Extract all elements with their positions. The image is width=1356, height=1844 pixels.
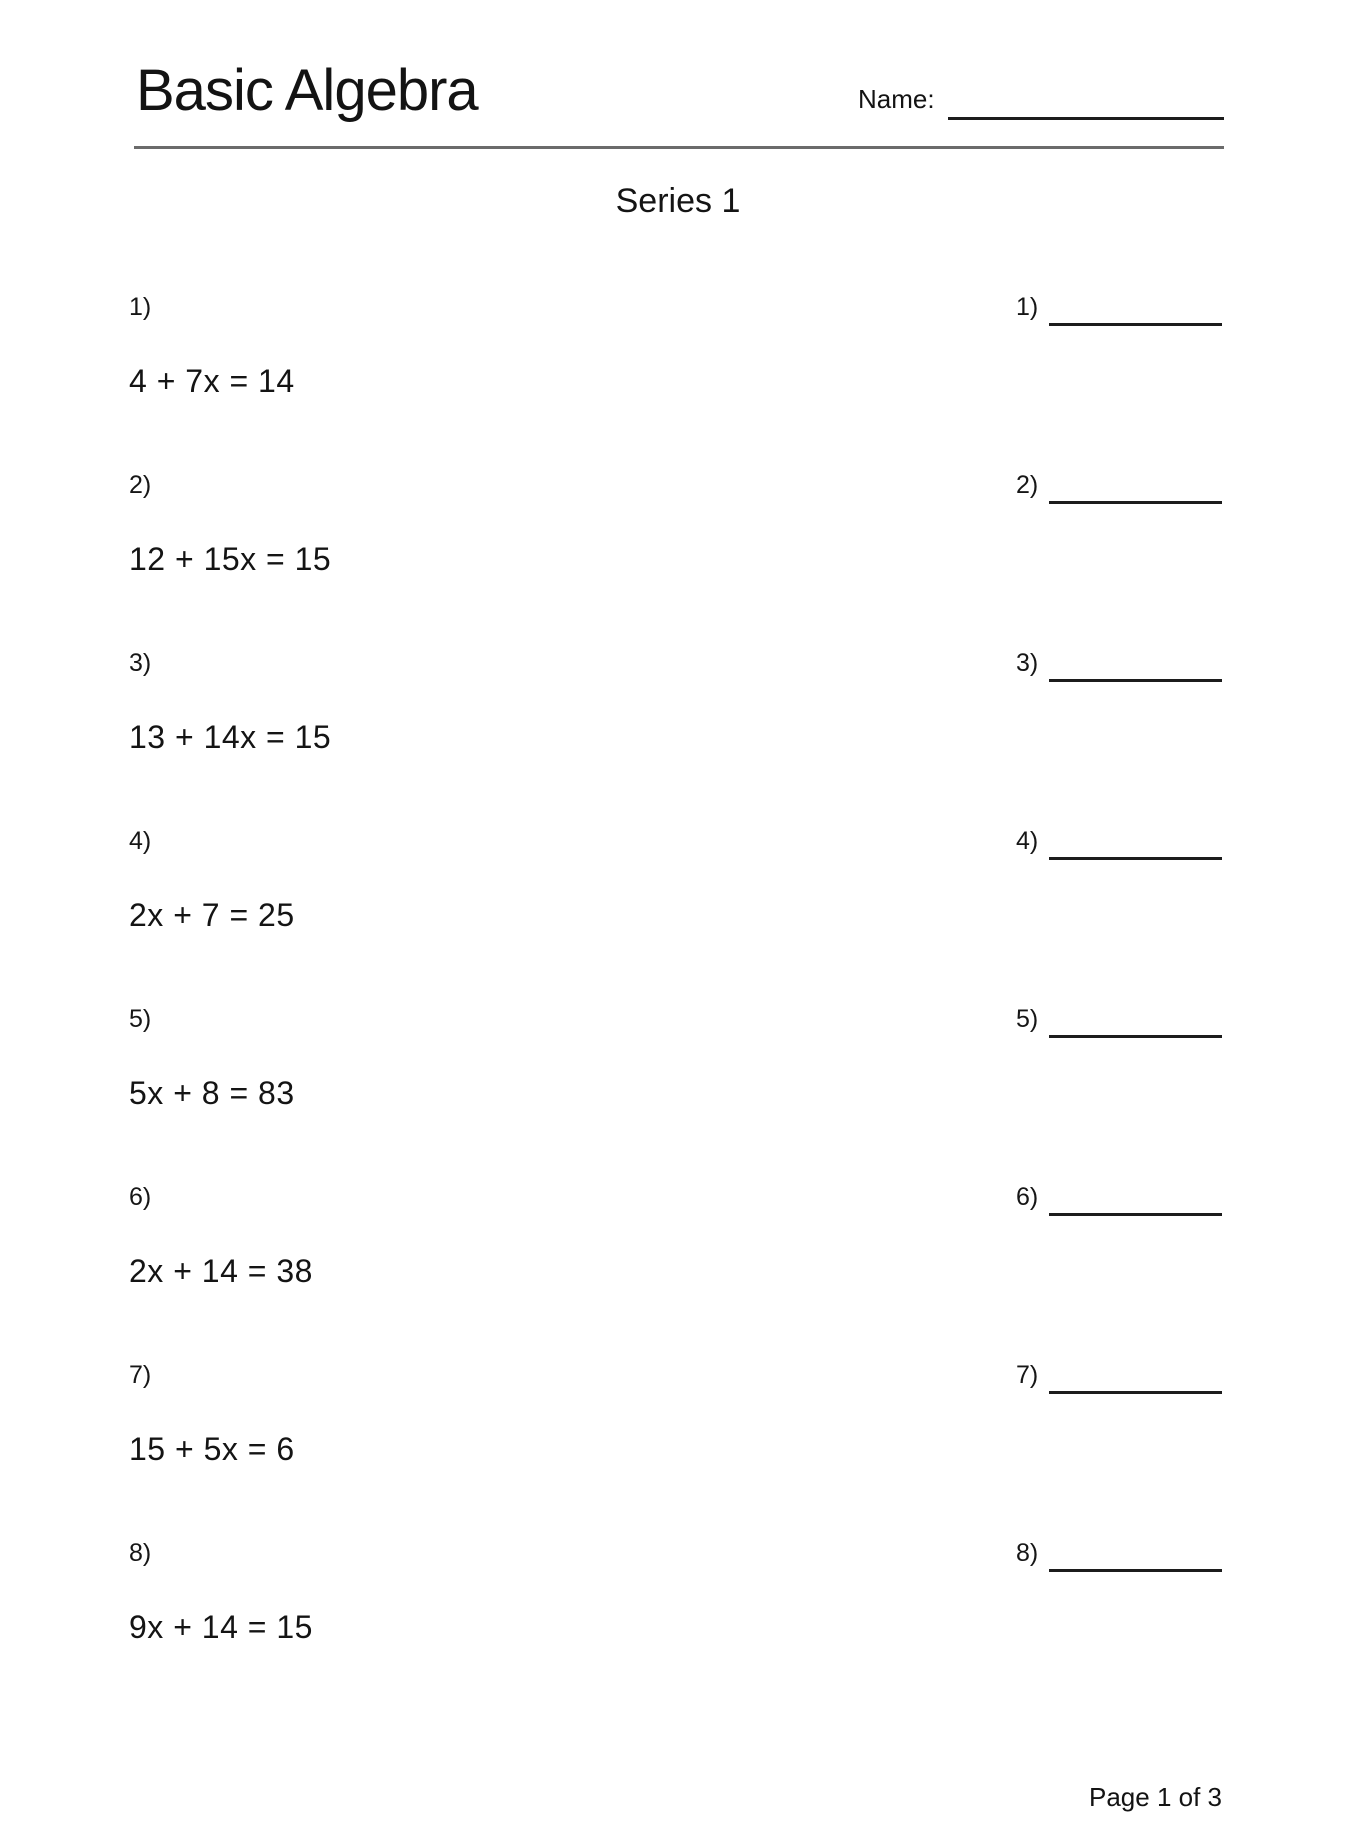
problem-row — [129, 828, 829, 1006]
problem-row — [129, 650, 829, 828]
answer-number: 7) — [1016, 1361, 1039, 1389]
answer-blank-line — [1049, 825, 1222, 860]
problem-number: 6) — [129, 1183, 152, 1211]
problem-equation: 5x + 8 = 83 — [129, 1074, 295, 1111]
answer-row — [1016, 472, 1236, 650]
problem-equation: 15 + 5x = 6 — [129, 1430, 295, 1467]
problem-equation: 13 + 14x = 15 — [129, 718, 332, 755]
answer-blank-line — [1049, 1537, 1222, 1572]
answer-number: 5) — [1016, 1005, 1039, 1033]
problem-row — [129, 294, 829, 472]
answer-row — [1016, 1362, 1236, 1540]
problem-number: 5) — [129, 1005, 152, 1033]
page-title: Basic Algebra — [136, 58, 478, 123]
problem-equation: 2x + 7 = 25 — [129, 896, 295, 933]
name-blank-line — [948, 82, 1224, 120]
problem-equation: 9x + 14 = 15 — [129, 1608, 313, 1645]
name-label: Name: — [858, 84, 935, 114]
answer-row — [1016, 294, 1236, 472]
problem-equation: 12 + 15x = 15 — [129, 540, 332, 577]
answer-row — [1016, 1184, 1236, 1362]
problem-row — [129, 1184, 829, 1362]
answer-row — [1016, 1006, 1236, 1184]
answer-number: 1) — [1016, 293, 1039, 321]
problem-row — [129, 1006, 829, 1184]
answer-row — [1016, 1540, 1236, 1718]
answer-number: 3) — [1016, 649, 1039, 677]
page-number: Page 1 of 3 — [1089, 1782, 1222, 1812]
answer-row — [1016, 828, 1236, 1006]
answers-column — [1016, 294, 1236, 1718]
header-divider — [134, 146, 1224, 149]
answer-blank-line — [1049, 1181, 1222, 1216]
problem-number: 8) — [129, 1539, 152, 1567]
problem-number: 2) — [129, 471, 152, 499]
problem-equation: 2x + 14 = 38 — [129, 1252, 313, 1289]
answer-blank-line — [1049, 291, 1222, 326]
problem-row — [129, 1540, 829, 1718]
problem-number: 7) — [129, 1361, 152, 1389]
answer-number: 2) — [1016, 471, 1039, 499]
answer-number: 4) — [1016, 827, 1039, 855]
answer-blank-line — [1049, 1359, 1222, 1394]
problem-row — [129, 472, 829, 650]
answer-number: 6) — [1016, 1183, 1039, 1211]
problem-number: 3) — [129, 649, 152, 677]
answer-number: 8) — [1016, 1539, 1039, 1567]
problem-row — [129, 1362, 829, 1540]
problems-column — [129, 294, 829, 1718]
problem-number: 1) — [129, 293, 152, 321]
answer-blank-line — [1049, 1003, 1222, 1038]
problem-number: 4) — [129, 827, 152, 855]
problem-equation: 4 + 7x = 14 — [129, 362, 295, 399]
answer-row — [1016, 650, 1236, 828]
answer-blank-line — [1049, 647, 1222, 682]
answer-blank-line — [1049, 469, 1222, 504]
section-title: Series 1 — [615, 182, 741, 220]
